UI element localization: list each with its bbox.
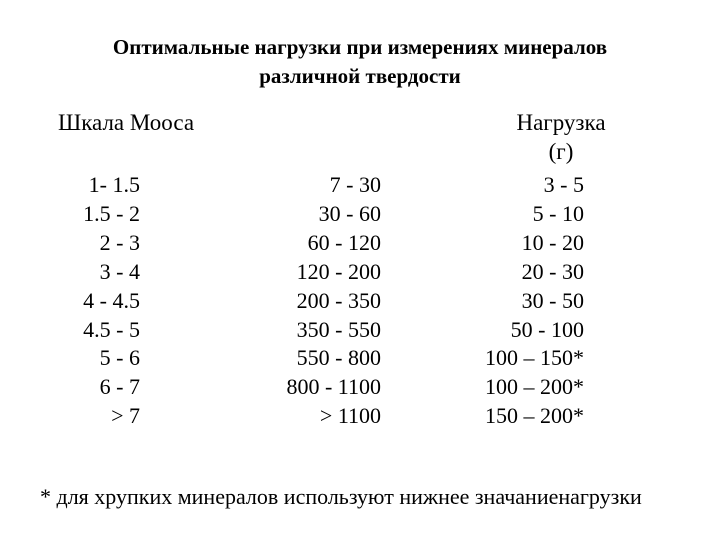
load-value: 50 - 100 [510, 316, 584, 342]
load-header-line-2: (г) [548, 139, 574, 164]
load-value: 20 - 30 [521, 258, 584, 284]
mohs-value: 2 - 3 [99, 229, 140, 255]
mohs-value: 4 - 4.5 [83, 287, 140, 313]
mohs-value: 4.5 - 5 [83, 316, 140, 342]
middle-value: 200 - 350 [296, 287, 381, 313]
footnote: * для хрупких минералов используют нижнее значаниенагрузки [40, 484, 642, 509]
middle-value: 30 - 60 [318, 200, 381, 226]
middle-value: 60 - 120 [307, 229, 381, 255]
page-title [0, 33, 720, 91]
load-value: 150 – 200* [485, 403, 584, 429]
load-value: 100 – 150* [485, 345, 584, 371]
load-value: 100 – 200* [485, 374, 584, 400]
mohs-value: 3 - 4 [99, 258, 140, 284]
title-line-2: различной твердости [259, 64, 461, 88]
load-value: 3 - 5 [543, 172, 584, 197]
mohs-value: 5 - 6 [99, 345, 140, 371]
middle-value: 350 - 550 [296, 316, 381, 342]
title-line-1: Оптимальные нагрузки при измерениях минералов [112, 35, 608, 59]
middle-value: 120 - 200 [296, 258, 381, 284]
load-column [485, 171, 584, 431]
mohs-value: > 7 [111, 403, 140, 429]
middle-value: > 1100 [319, 403, 381, 429]
mohs-value: 1.5 - 2 [83, 200, 140, 226]
load-value: 10 - 20 [521, 229, 584, 255]
mohs-value: 1- 1.5 [88, 172, 140, 197]
middle-value: 7 - 30 [329, 172, 381, 197]
load-header [500, 108, 622, 166]
load-value: 30 - 50 [521, 287, 584, 313]
load-value: 5 - 10 [532, 200, 584, 226]
mohs-column [83, 171, 140, 431]
middle-value: 550 - 800 [296, 345, 381, 371]
load-header-line-1: Нагрузка [516, 110, 606, 135]
mohs-scale-header: Шкала Мооса [58, 110, 195, 135]
middle-value: 800 - 1100 [286, 374, 381, 400]
mohs-value: 6 - 7 [99, 374, 140, 400]
middle-column [286, 171, 381, 431]
